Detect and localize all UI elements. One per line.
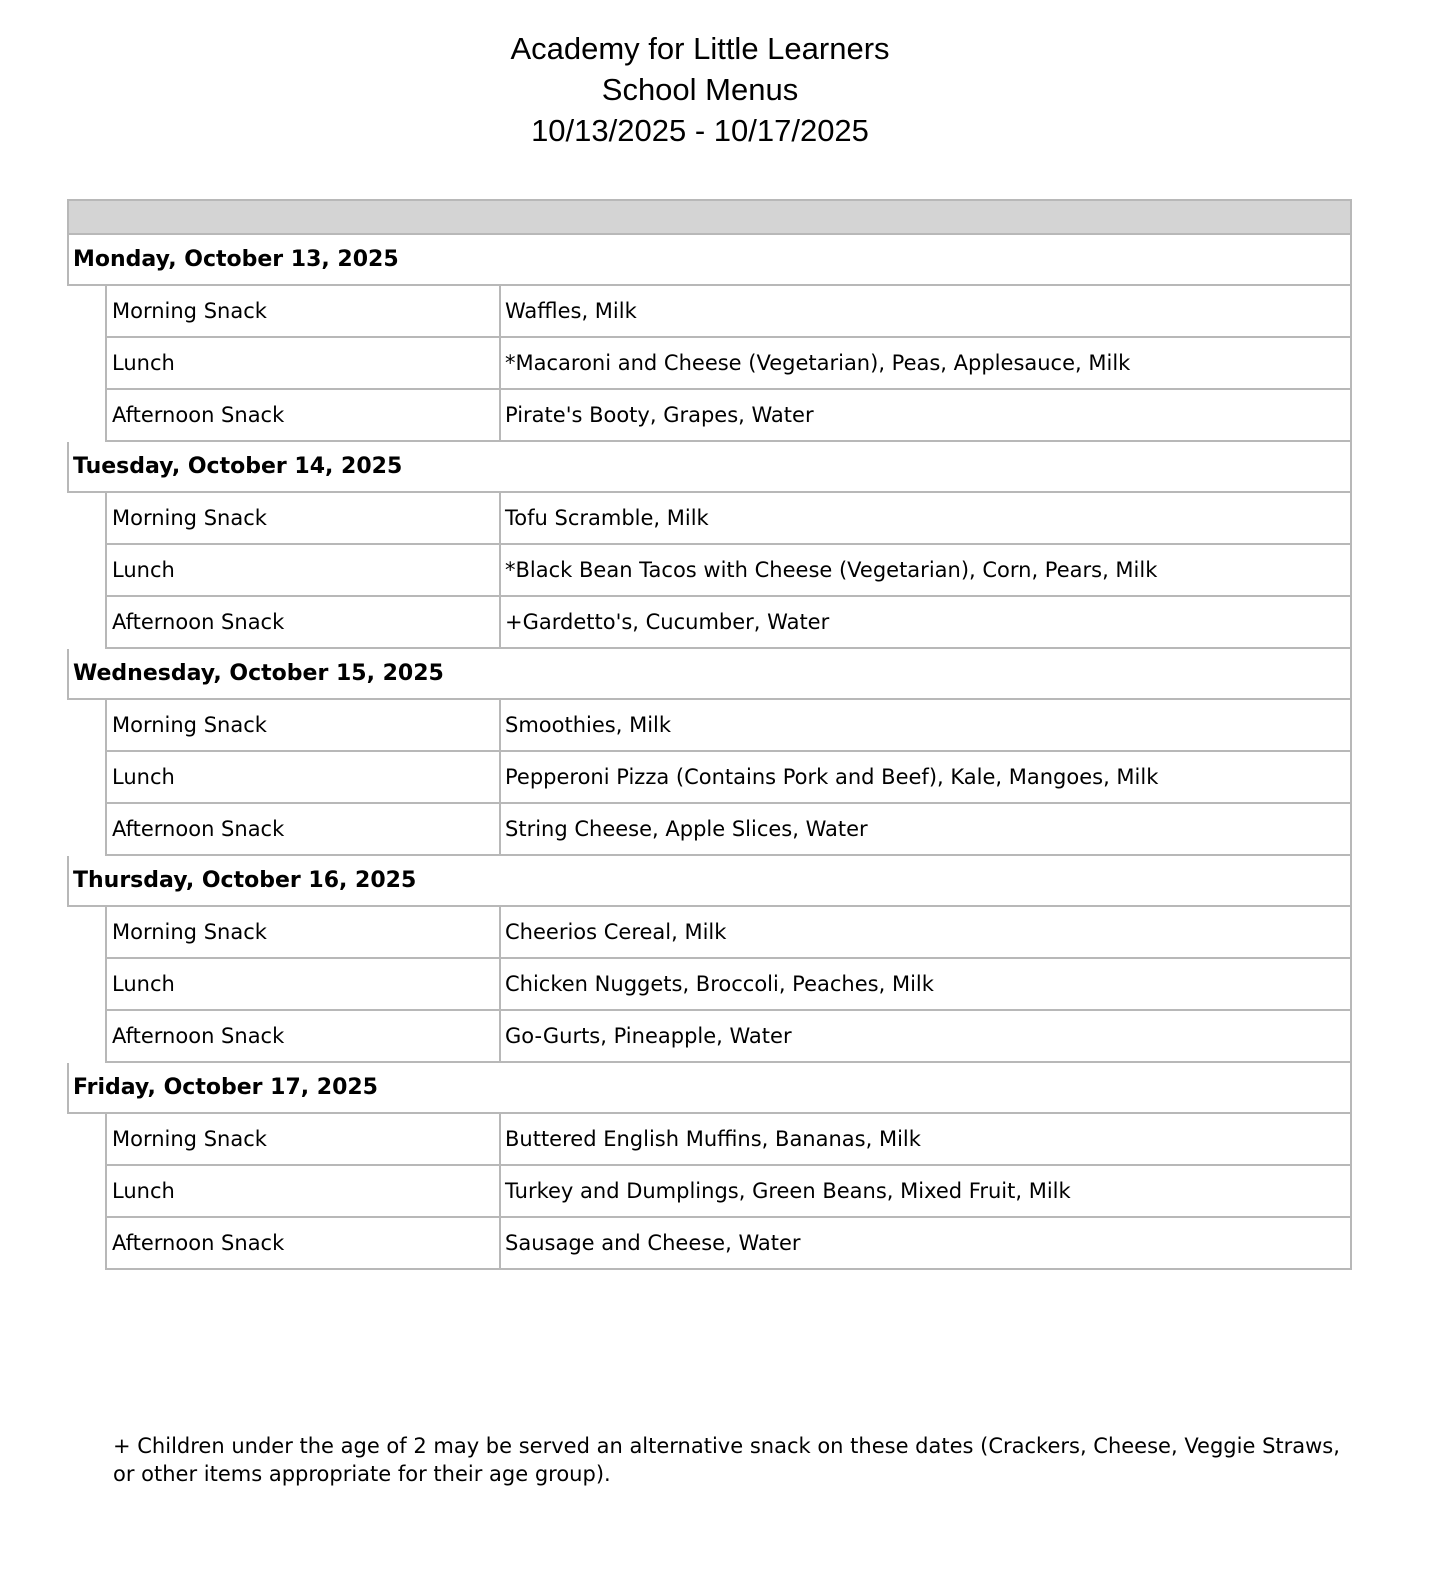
meal-row: [105, 545, 1352, 597]
page-header: [0, 28, 1400, 151]
meal-label: Lunch: [107, 752, 501, 802]
meal-row: [105, 597, 1352, 649]
meal-items: Cheerios Cereal, Milk: [505, 920, 727, 944]
school-name: Academy for Little Learners: [510, 31, 890, 66]
meal-row: [105, 390, 1352, 442]
meal-items: *Black Bean Tacos with Cheese (Vegetarian), Corn, Pears, Milk: [505, 558, 1158, 582]
meal-items: Sausage and Cheese, Water: [505, 1231, 801, 1255]
meal-label: Morning Snack: [107, 907, 501, 957]
meal-items: Tofu Scramble, Milk: [505, 506, 709, 530]
meal-row: [105, 1114, 1352, 1166]
meal-row: [105, 286, 1352, 338]
meal-label: Lunch: [107, 338, 501, 388]
day-heading: Friday, October 17, 2025: [67, 1063, 1352, 1114]
meal-items: Pirate's Booty, Grapes, Water: [505, 403, 814, 427]
day-heading: Thursday, October 16, 2025: [67, 856, 1352, 907]
meal-label: Lunch: [107, 1166, 501, 1216]
meal-label: Afternoon Snack: [107, 804, 501, 854]
meal-items: Go-Gurts, Pineapple, Water: [505, 1024, 792, 1048]
menu-table: [67, 199, 1352, 1270]
meal-label: Lunch: [107, 959, 501, 1009]
meal-row: [105, 700, 1352, 752]
meal-items: Turkey and Dumplings, Green Beans, Mixed Fruit, Milk: [505, 1179, 1071, 1203]
meal-row: [105, 1166, 1352, 1218]
meal-items: Waffles, Milk: [505, 299, 637, 323]
meal-label: Afternoon Snack: [107, 1218, 501, 1268]
meal-label: Morning Snack: [107, 700, 501, 750]
footnote: + Children under the age of 2 may be served an alternative snack on these dates (Crackers, Cheese, Veggie Straws, or other items appropriate for their age group).: [113, 1434, 1340, 1486]
meal-items: *Macaroni and Cheese (Vegetarian), Peas, Applesauce, Milk: [505, 351, 1131, 375]
meal-row: [105, 752, 1352, 804]
meal-label: Lunch: [107, 545, 501, 595]
page-title: School Menus: [601, 72, 799, 107]
meal-items: String Cheese, Apple Slices, Water: [505, 817, 868, 841]
meal-label: Morning Snack: [107, 286, 501, 336]
meal-items: Smoothies, Milk: [505, 713, 672, 737]
date-range: 10/13/2025 - 10/17/2025: [531, 113, 869, 148]
meal-label: Afternoon Snack: [107, 1011, 501, 1061]
meal-row: [105, 907, 1352, 959]
meal-items: +Gardetto's, Cucumber, Water: [505, 610, 830, 634]
meal-label: Afternoon Snack: [107, 597, 501, 647]
meal-row: [105, 804, 1352, 856]
meal-row: [105, 1218, 1352, 1270]
meal-items: Pepperoni Pizza (Contains Pork and Beef), Kale, Mangoes, Milk: [505, 765, 1159, 789]
day-heading: Wednesday, October 15, 2025: [67, 649, 1352, 700]
meal-items: Chicken Nuggets, Broccoli, Peaches, Milk: [505, 972, 934, 996]
meal-label: Afternoon Snack: [107, 390, 501, 440]
meal-row: [105, 493, 1352, 545]
meal-items: Buttered English Muffins, Bananas, Milk: [505, 1127, 921, 1151]
meal-label: Morning Snack: [107, 1114, 501, 1164]
day-heading: Tuesday, October 14, 2025: [67, 442, 1352, 493]
day-heading: Monday, October 13, 2025: [67, 235, 1352, 286]
meal-row: [105, 1011, 1352, 1063]
meal-row: [105, 338, 1352, 390]
meal-row: [105, 959, 1352, 1011]
table-header-bar: [67, 199, 1352, 235]
meal-label: Morning Snack: [107, 493, 501, 543]
